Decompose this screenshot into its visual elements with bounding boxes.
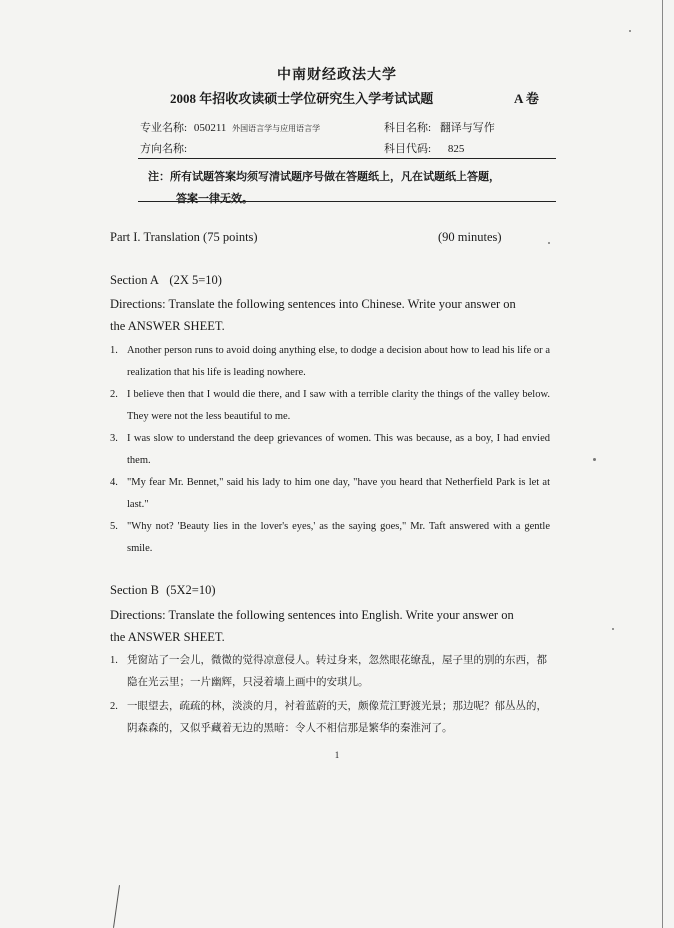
item-number: 5.: [110, 521, 118, 532]
scan-speck: [612, 628, 614, 630]
exam-title: 2008 年招收攻读硕士学位研究生入学考试试题: [170, 91, 434, 106]
item-text: I believe then that I would die there, and I saw with a terrible clarity the things of the valley below. They were not the less beautiful to me.: [127, 389, 550, 422]
header-rule-top: [138, 158, 556, 159]
major-code: 050211: [193, 122, 227, 134]
section-a-directions: [110, 293, 550, 337]
subject-label: 科目名称:: [384, 122, 432, 134]
major-name: 外国语言学与应用语言学: [232, 124, 321, 133]
item-number: 2.: [110, 389, 118, 400]
answer-notice: [148, 166, 558, 210]
item-text: I was slow to understand the deep grievances of women. This was because, as a boy, I had envied them.: [127, 433, 550, 466]
item-text: "My fear Mr. Bennet," said his lady to him one day, "have you heard that Netherfield Park is let at last.": [127, 477, 550, 510]
section-b-score: (5X2=10): [166, 583, 216, 597]
page-number: 1: [334, 750, 340, 760]
part-title: Part I. Translation (75 points): [110, 230, 258, 244]
section-a-directions-line-2: the ANSWER SHEET.: [110, 319, 225, 333]
item-number: 1.: [110, 345, 118, 356]
notice-line-1: 注：所有试题答案均须写清试题序号做在答题纸上，凡在试题纸上答题，: [148, 171, 500, 183]
university-name: 中南财经政法大学: [277, 68, 397, 83]
section-b-title: Section B: [110, 583, 159, 597]
section-a-score: (2X 5=10): [169, 273, 222, 287]
section-b-directions-line-2: the ANSWER SHEET.: [110, 630, 225, 644]
major-row: [140, 119, 320, 135]
item-number: 2.: [110, 701, 118, 712]
item-number: 1.: [110, 655, 118, 666]
subject-code: 825: [447, 143, 465, 155]
section-b-directions: [110, 604, 550, 648]
notice-line-2: 答案一律无效。: [176, 193, 253, 205]
scan-speck: [629, 30, 631, 32]
item-text: Another person runs to avoid doing anything else, to dodge a decision about how to lead his life or a realization that his life is leading nowhere.: [127, 345, 550, 378]
subject-code-label: 科目代码:: [384, 143, 432, 155]
item-text: "Why not? 'Beauty lies in the lover's eyes,' as the saying goes," Mr. Taft answered with a gentle smile.: [127, 521, 550, 554]
item-number: 3.: [110, 433, 118, 444]
paper-version: A 卷: [514, 91, 539, 106]
part-time: (90 minutes): [438, 230, 502, 244]
scan-edge-line: [662, 0, 663, 928]
section-b-heading: [110, 583, 216, 598]
section-a-title: Section A: [110, 273, 159, 287]
direction-label: 方向名称:: [140, 143, 188, 155]
section-a-heading: [110, 273, 222, 288]
item-text: 一眼望去，疏疏的林，淡淡的月，衬着蓝蔚的天，颇像荒江野渡光景；那边呢？郁丛丛的，阴森森的，又似乎藏着无边的黑暗：令人不相信那是繁华的秦淮河了。: [127, 701, 547, 734]
item-number: 4.: [110, 477, 118, 488]
scan-fold-mark: [113, 885, 120, 928]
scan-speck: [548, 242, 550, 244]
scan-speck: [593, 458, 596, 461]
major-label: 专业名称:: [140, 122, 188, 134]
header-rule-bottom: [138, 201, 556, 202]
subject-code-row: [384, 140, 464, 156]
section-a-directions-line-1: Directions: Translate the following sentences into Chinese. Write your answer on: [110, 297, 516, 311]
subject-name: 翻译与写作: [439, 122, 495, 134]
section-b-directions-line-1: Directions: Translate the following sentences into English. Write your answer on: [110, 608, 514, 622]
item-text: 凭窗站了一会儿，微微的觉得凉意侵人。转过身来，忽然眼花缭乱，屋子里的别的东西，都隐在光云里；一片幽辉，只浸着墙上画中的安琪儿。: [127, 655, 547, 688]
subject-row: [384, 119, 495, 135]
